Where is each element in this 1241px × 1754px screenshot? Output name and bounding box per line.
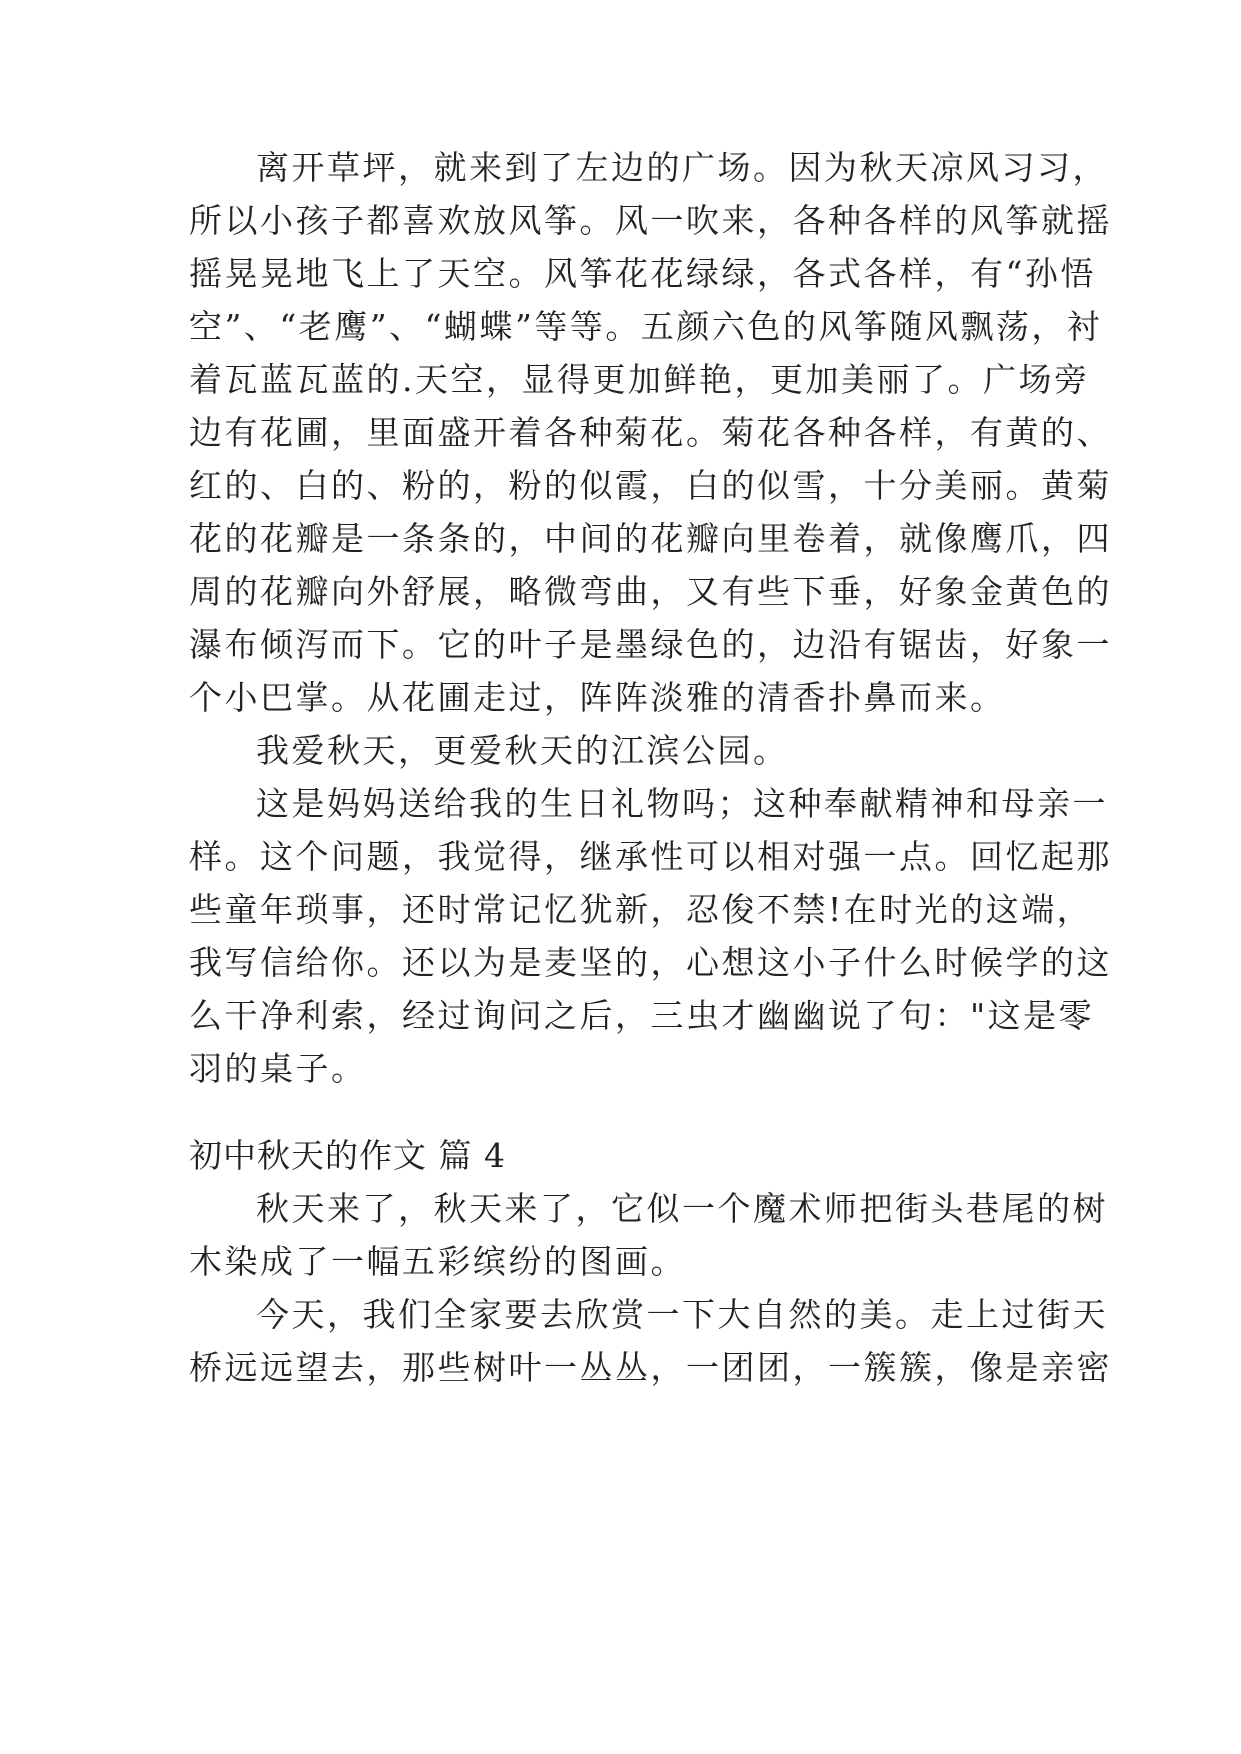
- text-line: 样。这个问题，我觉得，继承性可以相对强一点。回忆起那: [189, 837, 1112, 876]
- text-line: 羽的桌子。: [189, 1049, 367, 1088]
- text-line: 今天，我们全家要去欣赏一下大自然的美。走上过街天: [256, 1295, 1108, 1334]
- text-line: 木染成了一幅五彩缤纷的图画。: [189, 1242, 686, 1281]
- text-line: 桥远远望去，那些树叶一丛丛，一团团，一簇簇，像是亲密: [189, 1348, 1112, 1387]
- section-heading: 初中秋天的作文 篇 4: [189, 1136, 506, 1175]
- text-line: 花的花瓣是一条条的，中间的花瓣向里卷着，就像鹰爪，四: [189, 519, 1112, 558]
- text-line: 我爱秋天，更爱秋天的江滨公园。: [256, 731, 789, 770]
- text-line: 所以小孩子都喜欢放风筝。风一吹来，各种各样的风筝就摇: [189, 201, 1112, 240]
- text-line: 红的、白的、粉的，粉的似霞，白的似雪，十分美丽。黄菊: [189, 466, 1112, 505]
- text-line: 着瓦蓝瓦蓝的.天空，显得更加鲜艳，更加美丽了。广场旁: [189, 360, 1090, 399]
- text-line: 么干净利索，经过询问之后，三虫才幽幽说了句："这是零: [189, 996, 1095, 1035]
- text-line: 秋天来了，秋天来了，它似一个魔术师把街头巷尾的树: [256, 1189, 1108, 1228]
- text-line: 这是妈妈送给我的生日礼物吗；这种奉献精神和母亲一: [256, 784, 1108, 823]
- text-line: 离开草坪，就来到了左边的广场。因为秋天凉风习习，: [256, 148, 1108, 187]
- text-line: 个小巴掌。从花圃走过，阵阵淡雅的清香扑鼻而来。: [189, 678, 1006, 717]
- text-line: 我写信给你。还以为是麦坚的，心想这小子什么时候学的这: [189, 943, 1112, 982]
- text-line: 些童年琐事，还时常记忆犹新，忍俊不禁!在时光的这端，: [189, 890, 1093, 929]
- text-line: 空”、“老鹰”、“蝴蝶”等等。五颜六色的风筝随风飘荡，衬: [189, 307, 1103, 346]
- text-line: 周的花瓣向外舒展，略微弯曲，又有些下垂，好象金黄色的: [189, 572, 1112, 611]
- text-line: 边有花圃，里面盛开着各种菊花。菊花各种各样，有黄的、: [189, 413, 1112, 452]
- text-line: 摇晃晃地飞上了天空。风筝花花绿绿，各式各样，有“孙悟: [189, 254, 1096, 293]
- text-line: 瀑布倾泻而下。它的叶子是墨绿色的，边沿有锯齿，好象一: [189, 625, 1112, 664]
